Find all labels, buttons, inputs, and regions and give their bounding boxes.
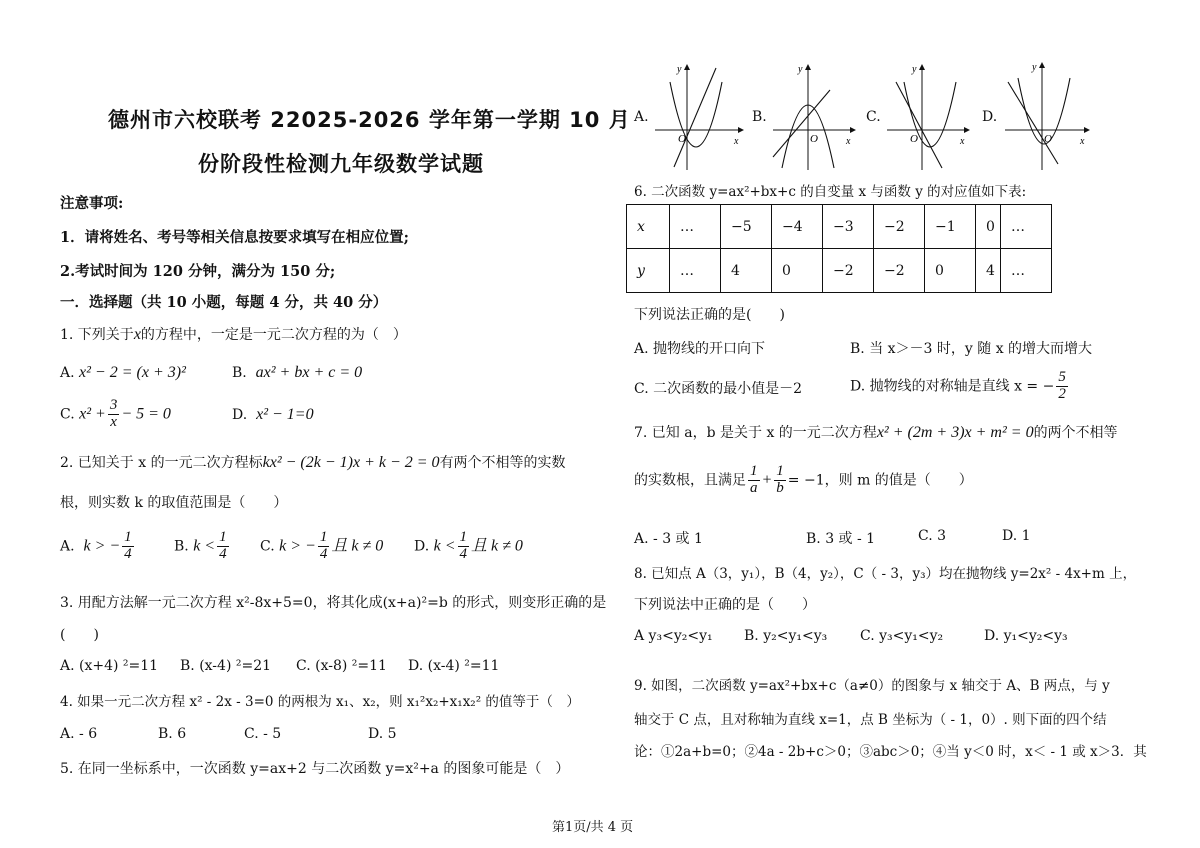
- question-7-option-c: C. 3: [918, 528, 947, 544]
- table-cell: …: [670, 205, 721, 249]
- graph-a-x-label: x: [734, 136, 739, 147]
- question-4-option-c: C. - 5: [244, 726, 282, 742]
- table-cell: x: [627, 205, 670, 249]
- table-cell: 0: [976, 205, 1001, 249]
- graph-b-y-label: y: [798, 64, 803, 75]
- exam-title-line2: 份阶段性检测九年级数学试题: [198, 152, 484, 176]
- question-9-line1: 9. 如图，二次函数 y=ax²+bx+c（a≠0）的图象与 x 轴交于 A、B 两点，与 y: [634, 678, 1110, 694]
- question-2-option-d: D. k < $\frac{1}{4}$ 且 k ≠ 0: [414, 529, 523, 562]
- table-cell: 0: [772, 249, 823, 293]
- table-cell: −3: [823, 205, 874, 249]
- question-1-option-a: A. x² − 2 = (x + 3)²: [60, 364, 186, 381]
- question-1-stem: 1. 下列关于x的方程中，一定是一元二次方程的为（ ）: [60, 326, 407, 343]
- table-cell: −4: [772, 205, 823, 249]
- graph-a-label: A.: [634, 109, 649, 125]
- question-4-option-a: A. - 6: [60, 726, 98, 742]
- question-1-option-d: D. x² − 1=0: [232, 406, 314, 423]
- question-9-line2: 轴交于 C 点，且对称轴为直线 x=1，点 B 坐标为（ - 1，0）. 则下面的四个结: [634, 712, 1107, 728]
- graph-d-label: D.: [982, 109, 998, 125]
- question-6-option-b: B. 当 x＞－3 时，y 随 x 的增大而增大: [850, 341, 1093, 357]
- table-cell: −2: [874, 205, 925, 249]
- question-6-option-d: D. 抛物线的对称轴是直线 x = − $\frac{5}{2}$: [850, 369, 1066, 402]
- table-cell: −5: [721, 205, 772, 249]
- question-3-option-a: A. (x+4) ²=11: [60, 658, 159, 674]
- graph-b-origin: O: [810, 133, 818, 145]
- question-3-option-c: C. (x-8) ²=11: [296, 658, 387, 674]
- graph-c: [882, 62, 972, 172]
- question-5-stem: 5. 在同一坐标系中，一次函数 y=ax+2 与二次函数 y=x²+a 的图象可能是（ ）: [60, 761, 570, 777]
- table-cell: 4: [721, 249, 772, 293]
- question-6-stem: 6. 二次函数 y=ax²+bx+c 的自变量 x 与函数 y 的对应值如下表:: [634, 184, 1027, 200]
- graph-d: [1000, 60, 1092, 172]
- graph-a-y-label: y: [677, 64, 682, 75]
- value-table: [626, 204, 1052, 293]
- question-3-option-b: B. (x-4) ²=21: [180, 658, 272, 674]
- notice-heading: 注意事项:: [60, 195, 124, 212]
- question-4-option-d: D. 5: [368, 726, 397, 742]
- question-1-option-c: C. x² + $\frac{3}{x}$ − 5 = 0: [60, 397, 171, 430]
- graph-c-y-label: y: [912, 64, 917, 75]
- table-cell: −2: [874, 249, 925, 293]
- table-cell: y: [627, 249, 670, 293]
- question-6-option-a: A. 抛物线的开口向下: [634, 341, 766, 357]
- table-cell: −2: [823, 249, 874, 293]
- notice-item-2: 2.考试时间为 120 分钟，满分为 150 分;: [60, 263, 336, 280]
- question-7-stem: 7. 已知 a，b 是关于 x 的一元二次方程x² + (2m + 3)x + m² = 0的两个不相等: [634, 424, 1118, 441]
- question-7-stem-line2: 的实数根，且满足 $\frac{1}{a}$ + $\frac{1}{b}$ = −1，则 m 的值是（ ）: [634, 463, 973, 496]
- question-6-ask: 下列说法正确的是( ): [634, 307, 785, 323]
- section-heading: 一．选择题（共 10 小题，每题 4 分，共 40 分）: [60, 294, 388, 311]
- question-2-option-b: B. k < $\frac{1}{4}$: [174, 529, 227, 562]
- graph-a: [650, 62, 745, 172]
- graph-d-y-label: y: [1032, 62, 1037, 73]
- graph-d-x-label: x: [1080, 136, 1085, 147]
- graph-a-origin: O: [678, 133, 686, 145]
- question-4-option-b: B. 6: [158, 726, 187, 742]
- graph-c-label: C.: [866, 109, 881, 125]
- question-8-option-a: A y₃<y₂<y₁: [634, 628, 713, 644]
- question-2-stem: 2. 已知关于 x 的一元二次方程标kx² − (2k − 1)x + k − 2 = 0有两个不相等的实数: [60, 454, 566, 471]
- table-cell: …: [670, 249, 721, 293]
- exam-title-line1: 德州市六校联考 22025-2026 学年第一学期 10 月: [108, 108, 631, 132]
- page-number: 第1页/共 4 页: [552, 820, 634, 835]
- question-3-stem-line2: ( ): [60, 627, 99, 643]
- question-9-line3: 论：①2a+b=0；②4a - 2b+c＞0；③abc＞0；④当 y＜0 时，x＜ - 1 或 x＞3．其: [634, 744, 1147, 760]
- question-1-option-b: B. ax² + bx + c = 0: [232, 364, 363, 381]
- question-8-stem-line2: 下列说法中正确的是（ ）: [634, 597, 816, 613]
- question-3-stem: 3. 用配方法解一元二次方程 x²-8x+5=0，将其化成(x+a)²=b 的形式，则变形正确的是: [60, 595, 607, 611]
- table-cell: −1: [925, 205, 976, 249]
- question-3-option-d: D. (x-4) ²=11: [408, 658, 500, 674]
- question-8-option-d: D. y₁<y₂<y₃: [984, 628, 1068, 644]
- table-cell: …: [1001, 249, 1052, 293]
- question-2-option-a: A. k > − $\frac{1}{4}$: [60, 529, 132, 562]
- graph-b-x-label: x: [846, 136, 851, 147]
- table-cell: 4: [976, 249, 1001, 293]
- graph-b-label: B.: [752, 109, 767, 125]
- graph-b: [768, 62, 858, 172]
- question-7-option-a: A. - 3 或 1: [634, 531, 703, 547]
- table-row-y: [627, 249, 1052, 293]
- table-row-x: [627, 205, 1052, 249]
- question-8-stem: 8. 已知点 A（3，y₁），B（4，y₂），C（ - 3，y₃）均在抛物线 y=2x² - 4x+m 上，: [634, 566, 1137, 582]
- question-2-option-c: C. k > − $\frac{1}{4}$ 且 k ≠ 0: [260, 529, 384, 562]
- graph-c-origin: O: [910, 133, 918, 145]
- question-4-stem: 4. 如果一元二次方程 x² - 2x - 3=0 的两根为 x₁、x₂，则 x₁²x₂+x₁x₂² 的值等于（ ）: [60, 694, 580, 710]
- table-cell: 0: [925, 249, 976, 293]
- table-cell: …: [1001, 205, 1052, 249]
- question-8-option-b: B. y₂<y₁<y₃: [744, 628, 828, 644]
- notice-item-1: 1．请将姓名、考号等相关信息按要求填写在相应位置;: [60, 229, 409, 246]
- question-7-option-d: D. 1: [1002, 528, 1031, 544]
- question-8-option-c: C. y₃<y₁<y₂: [860, 628, 944, 644]
- graph-c-x-label: x: [960, 136, 965, 147]
- question-6-option-c: C. 二次函数的最小值是－2: [634, 381, 803, 397]
- question-2-stem-line2: 根，则实数 k 的取值范围是（ ）: [60, 495, 288, 511]
- question-7-option-b: B. 3 或 - 1: [806, 531, 876, 547]
- graph-d-origin: O: [1044, 133, 1052, 145]
